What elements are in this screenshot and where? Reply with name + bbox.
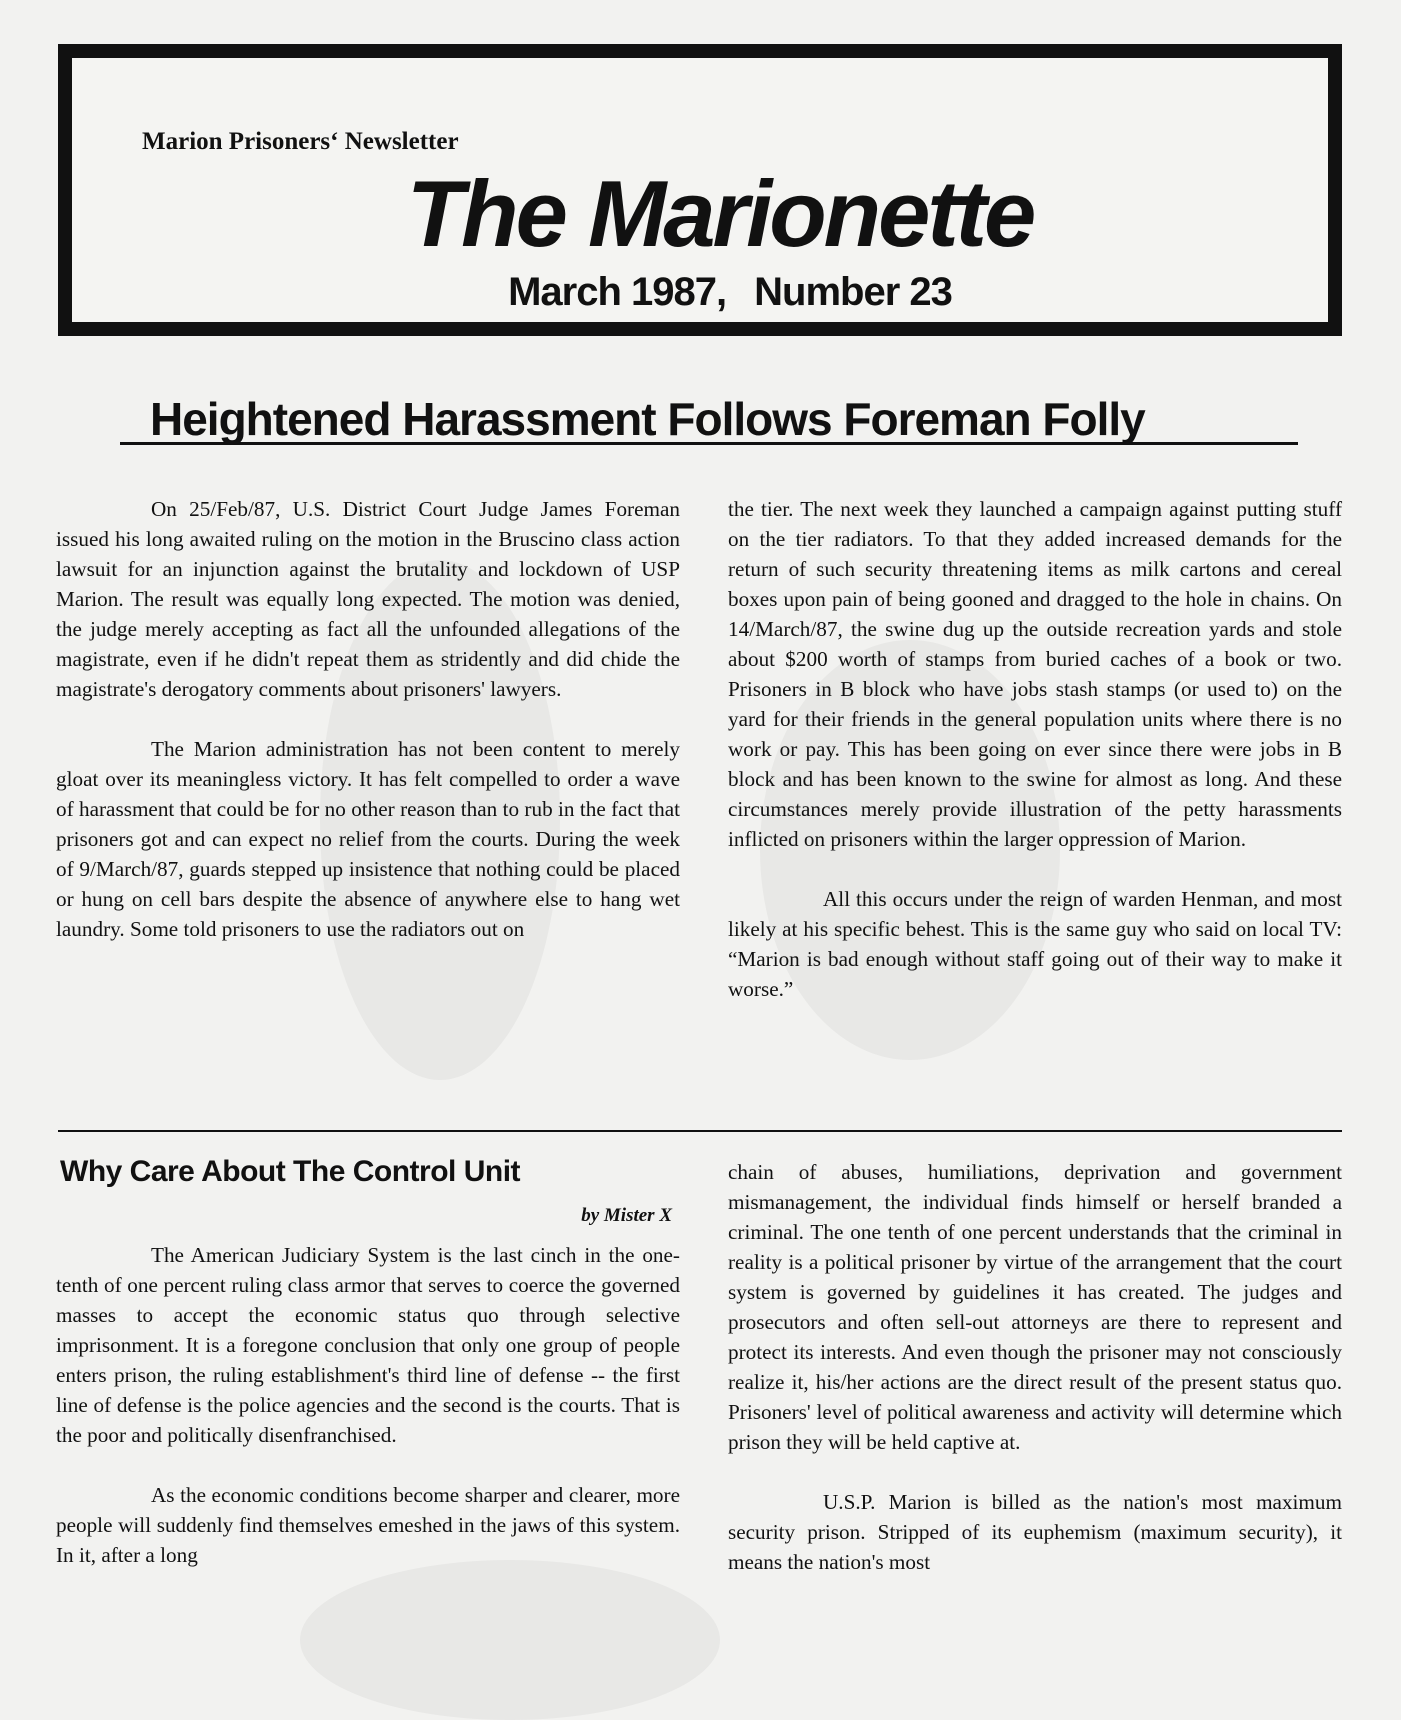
article1-column-left: [56, 494, 680, 944]
paragraph: The Marion administration has not been content to merely gloat over its meaningless victory. It has felt compelled to order a wave of harassment that could be for no other reason than to rub in the fact that prisoners got and can expect no relief from the courts. During the week of 9/March/87, guards stepped up insistence that nothing could be placed or hung on cell bars despite the absence of anywhere else to hang wet laundry. Some told prisoners to use the radiators out on: [56, 737, 680, 941]
newsletter-title: The Marionette: [406, 161, 1034, 266]
masthead-box: [58, 44, 1342, 336]
section-divider: [58, 1130, 1342, 1132]
paragraph: All this occurs under the reign of warden Henman, and most likely at his specific behest. This is the same guy who said on local TV: “Marion is bad enough without staff going out of their way to make it worse.”: [728, 887, 1342, 1001]
article2-byline: by Mister X: [581, 1205, 672, 1226]
issue-line: [72, 270, 1328, 315]
article2-column-right: [728, 1157, 1342, 1577]
paragraph: U.S.P. Marion is billed as the nation's most maximum security prison. Stripped of its euphemism (maximum security), it means the nation's most: [728, 1490, 1342, 1574]
article1-column-right: [728, 494, 1342, 1004]
paragraph: As the economic conditions become sharper and clearer, more people will suddenly find themselves emeshed in the jaws of this system. In it, after a long: [56, 1483, 680, 1567]
article2-headline: Why Care About The Control Unit: [60, 1155, 521, 1188]
article-headline: Heightened Harassment Follows Foreman Folly: [120, 396, 1298, 445]
issue-number: Number 23: [754, 270, 952, 314]
newsletter-subtitle: Marion Prisoners‘ Newsletter: [142, 128, 459, 155]
paragraph: chain of abuses, humiliations, deprivation and government mismanagement, the individual finds himself or herself branded a criminal. The one tenth of one percent understands that the criminal in reality is a political prisoner by virtue of the arrangement that the court system is governed by guidelines it has created. The judges and prosecutors and often sell-out attorneys are there to represent and protect its interests. And even though the prisoner may not consciously realize it, his/her actions are the direct result of the present status quo. Prisoners' level of political awareness and activity will determine which prison they will be held captive at.: [728, 1160, 1342, 1454]
paragraph: On 25/Feb/87, U.S. District Court Judge James Foreman issued his long awaited ruling on the motion in the Bruscino class action lawsuit for an injunction against the brutality and lockdown of USP Marion. The result was equally long expected. The motion was denied, the judge merely accepting as fact all the unfounded allegations of the magistrate, even if he didn't repeat them as stridently and did chide the magistrate's derogatory comments about prisoners' lawyers.: [56, 497, 680, 701]
issue-date: March 1987,: [508, 270, 727, 314]
article2-column-left: [56, 1240, 680, 1570]
paragraph: the tier. The next week they launched a campaign against putting stuff on the tier radiators. To that they added increased demands for the return of such security threatening items as milk cartons and cereal boxes upon pain of being gooned and dragged to the hole in chains. On 14/March/87, the swine dug up the outside recreation yards and stole about $200 worth of stamps from buried caches of a book or two. Prisoners in B block who have jobs stash stamps (or used to) on the yard for their friends in the general population units where there is no work or pay. This has been going on ever since there were jobs in B block and has been known to the swine for almost as long. And these circumstances merely provide illustration of the petty harassments inflicted on prisoners within the larger oppression of Marion.: [728, 497, 1342, 851]
paragraph: The American Judiciary System is the last cinch in the one-tenth of one percent ruling class armor that serves to coerce the governed masses to accept the economic status quo through selective imprisonment. It is a foregone conclusion that only one group of people enters prison, the ruling establishment's third line of defense -- the first line of defense is the police agencies and the second is the courts. That is the poor and politically disenfranchised.: [56, 1243, 680, 1447]
page-stain: [300, 1560, 720, 1720]
